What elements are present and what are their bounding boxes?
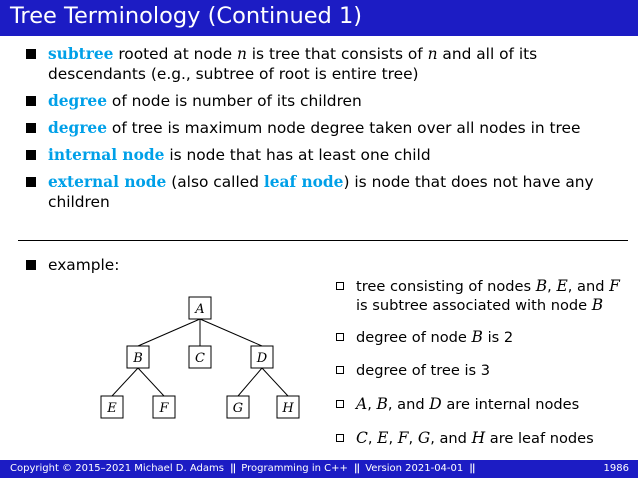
bullet-square-icon xyxy=(26,150,36,160)
bullet-square-icon xyxy=(26,260,36,270)
bullet-internal-node xyxy=(26,145,606,165)
footer-course: Programming in C++ xyxy=(241,463,348,474)
edge-a-b xyxy=(138,319,200,346)
note-text: , and xyxy=(387,396,430,413)
edge-a-d xyxy=(200,319,262,346)
note-text: degree of node xyxy=(356,329,472,346)
math-var: E xyxy=(377,429,389,447)
footer-separator: || xyxy=(229,463,236,474)
node-label-f: F xyxy=(159,401,169,416)
divider xyxy=(18,240,628,241)
open-square-bullet-icon xyxy=(336,333,344,341)
bullet-text: of tree is maximum node degree taken over all nodes in tree xyxy=(107,119,581,137)
footer-copyright: Copyright © 2015–2021 Michael D. Adams xyxy=(10,463,224,474)
bullet-square-icon xyxy=(26,177,36,187)
open-square-bullet-icon xyxy=(336,434,344,442)
open-square-bullet-icon xyxy=(336,366,344,374)
note-tree-degree xyxy=(334,361,634,380)
node-label-c: C xyxy=(195,351,205,366)
definition-list xyxy=(26,44,606,219)
bullet-example xyxy=(26,255,119,275)
term-external-node: external node xyxy=(48,173,167,191)
math-var: n xyxy=(236,45,247,63)
note-text: , and xyxy=(430,430,472,447)
note-text: , and xyxy=(567,278,610,295)
title-bar xyxy=(0,0,638,36)
bullet-node-degree xyxy=(26,91,606,111)
note-subtree xyxy=(334,277,634,315)
edge-d-g xyxy=(238,368,262,396)
open-square-bullet-icon xyxy=(336,400,344,408)
bullet-square-icon xyxy=(26,123,36,133)
example-notes xyxy=(334,277,634,448)
footer-bar xyxy=(0,460,638,478)
note-text: are internal nodes xyxy=(441,396,580,413)
footer-info xyxy=(10,460,481,478)
note-text: , xyxy=(408,430,418,447)
math-var: A xyxy=(356,395,368,413)
math-var: B xyxy=(591,296,604,314)
node-label-e: E xyxy=(107,401,117,416)
note-text: are leaf nodes xyxy=(485,430,594,447)
node-label-a: A xyxy=(195,302,205,317)
note-text: degree of tree is 3 xyxy=(356,362,491,379)
note-text: , xyxy=(367,396,377,413)
open-square-bullet-icon xyxy=(336,282,344,290)
bullet-square-icon xyxy=(26,96,36,106)
page-number: 1986 xyxy=(603,463,629,474)
bullet-tree-degree xyxy=(26,118,606,138)
tree-diagram xyxy=(100,290,310,422)
math-var: B xyxy=(535,277,548,295)
term-degree: degree xyxy=(48,92,108,110)
math-var: E xyxy=(556,277,568,295)
math-var: F xyxy=(397,429,409,447)
math-var: B xyxy=(471,328,483,346)
node-label-d: D xyxy=(256,351,268,366)
node-label-g: G xyxy=(232,401,244,416)
note-text: , xyxy=(547,278,557,295)
footer-separator: || xyxy=(469,463,475,474)
bullet-text: (also called xyxy=(166,173,264,191)
edge-b-e xyxy=(112,368,138,396)
bullet-text: rooted at node xyxy=(113,45,237,63)
bullet-text: of node is number of its children xyxy=(107,92,362,110)
edge-d-h xyxy=(262,368,288,396)
note-text: is subtree associated with node xyxy=(356,297,592,314)
bullet-external-node xyxy=(26,172,606,212)
example-label: example: xyxy=(48,256,120,274)
note-text: , xyxy=(388,430,398,447)
note-text: is 2 xyxy=(482,329,514,346)
node-label-h: H xyxy=(282,401,294,416)
note-text: , xyxy=(367,430,378,447)
math-var: n xyxy=(427,45,438,63)
note-internal-nodes xyxy=(334,395,634,414)
bullet-text: and all of its descendants (e.g., subtree of root is entire tree) xyxy=(48,45,538,83)
term-leaf-node: leaf node xyxy=(263,173,344,191)
math-var: H xyxy=(471,429,486,447)
node-label-b: B xyxy=(133,351,143,366)
bullet-text: ) is node that does not have any children xyxy=(48,173,594,211)
math-var: B xyxy=(376,395,388,413)
note-text: tree consisting of nodes xyxy=(356,278,536,295)
edge-b-f xyxy=(138,368,164,396)
bullet-subtree xyxy=(26,44,606,84)
math-var: F xyxy=(609,277,620,295)
footer-separator: || xyxy=(353,463,360,474)
footer-version: Version 2021-04-01 xyxy=(365,463,464,474)
math-var: C xyxy=(356,429,368,447)
bullet-text: is tree that consists of xyxy=(246,45,428,63)
term-degree: degree xyxy=(48,119,108,137)
note-node-degree xyxy=(334,328,634,347)
bullet-square-icon xyxy=(26,49,36,59)
term-subtree: subtree xyxy=(48,45,114,63)
term-internal-node: internal node xyxy=(48,146,165,164)
bullet-text: is node that has at least one child xyxy=(164,146,431,164)
slide-title: Tree Terminology (Continued 1) xyxy=(10,3,363,29)
math-var: D xyxy=(429,395,442,413)
note-leaf-nodes xyxy=(334,429,634,448)
math-var: G xyxy=(417,429,431,447)
